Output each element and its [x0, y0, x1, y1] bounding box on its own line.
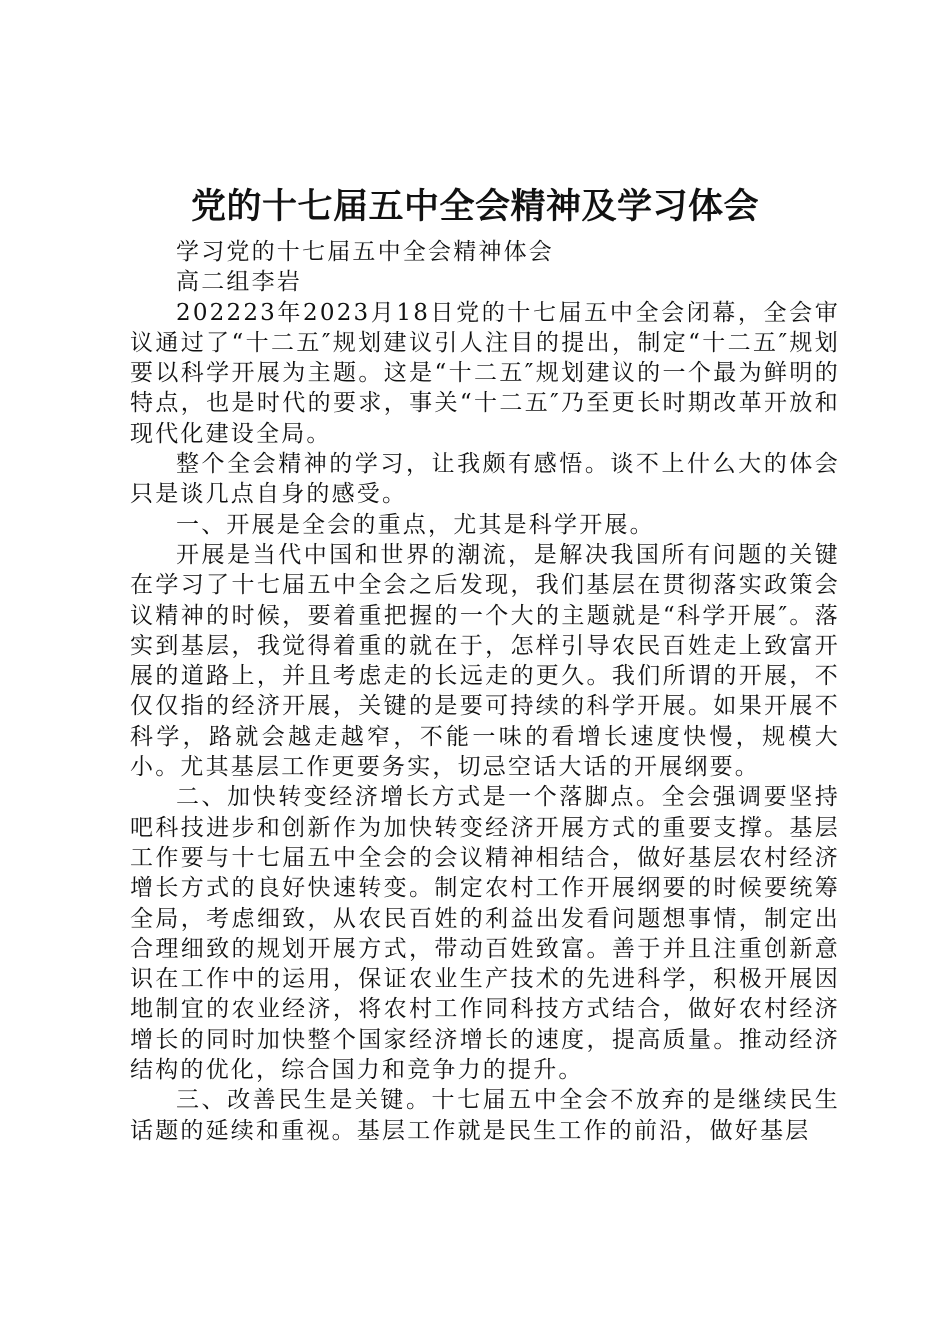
- document-title: 党的十七届五中全会精神及学习体会: [190, 187, 759, 227]
- body-paragraph: 开展是当代中国和世界的潮流，是解决我国所有问题的关键在学习了十七届五中全会之后发现，我们基层在贯彻落实政策会议精神的时候，要着重把握的一个大的主题就是“科学开展″。落实到基层，我觉得着重的就在于，怎样引导农民百姓走上致富开展的道路上，并且考虑走的长远走的更久。我们所谓的开展，不仅仅指的经济开展，关键的是要可持续的科学开展。如果开展不科学，路就会越走越窄，不能一味的看增长速度快慢，规模大小。尤其基层工作更要务实，切忌空话大话的开展纲要。: [130, 541, 840, 781]
- body-paragraph: 整个全会精神的学习，让我颇有感悟。谈不上什么大的体会只是谈几点自身的感受。: [130, 451, 840, 508]
- body-paragraph: 二、加快转变经济增长方式是一个落脚点。全会强调要坚持吧科技进步和创新作为加快转变经济开展方式的重要支撑。基层工作要与十七届五中全会的会议精神相结合，做好基层农村经济增长方式的良好快速转变。制定农村工作开展纲要的时候要统筹全局，考虑细致，从农民百姓的利益出发看问题想事情，制定出合理细致的规划开展方式，带动百姓致富。善于并且注重创新意识在工作中的运用，保证农业生产技术的先进科学，积极开展因地制宜的农业经济，将农村工作同科技方式结合，做好农村经济增长的同时加快整个国家经济增长的速度，提高质量。推动经济结构的优化，综合国力和竞争力的提升。: [130, 784, 840, 1084]
- section-heading: 一、开展是全会的重点，尤其是科学开展。: [176, 511, 655, 538]
- body-paragraph: 202223年2023月18日党的十七届五中全会闭幕，全会审议通过了“十二五″规划建议引人注目的提出，制定“十二五″规划要以科学开展为主题。这是“十二五″规划建议的一个最为鲜明的特点，也是时代的要求，事关“十二五″乃至更长时期改革开放和现代化建设全局。: [130, 299, 840, 447]
- body-paragraph: 三、改善民生是关键。十七届五中全会不放弃的是继续民生话题的延续和重视。基层工作就是民生工作的前沿，做好基层: [130, 1087, 840, 1144]
- author-line: 高二组李岩: [176, 269, 302, 296]
- subtitle-paragraph: 学习党的十七届五中全会精神体会: [176, 239, 554, 265]
- document-body: [130, 237, 840, 1146]
